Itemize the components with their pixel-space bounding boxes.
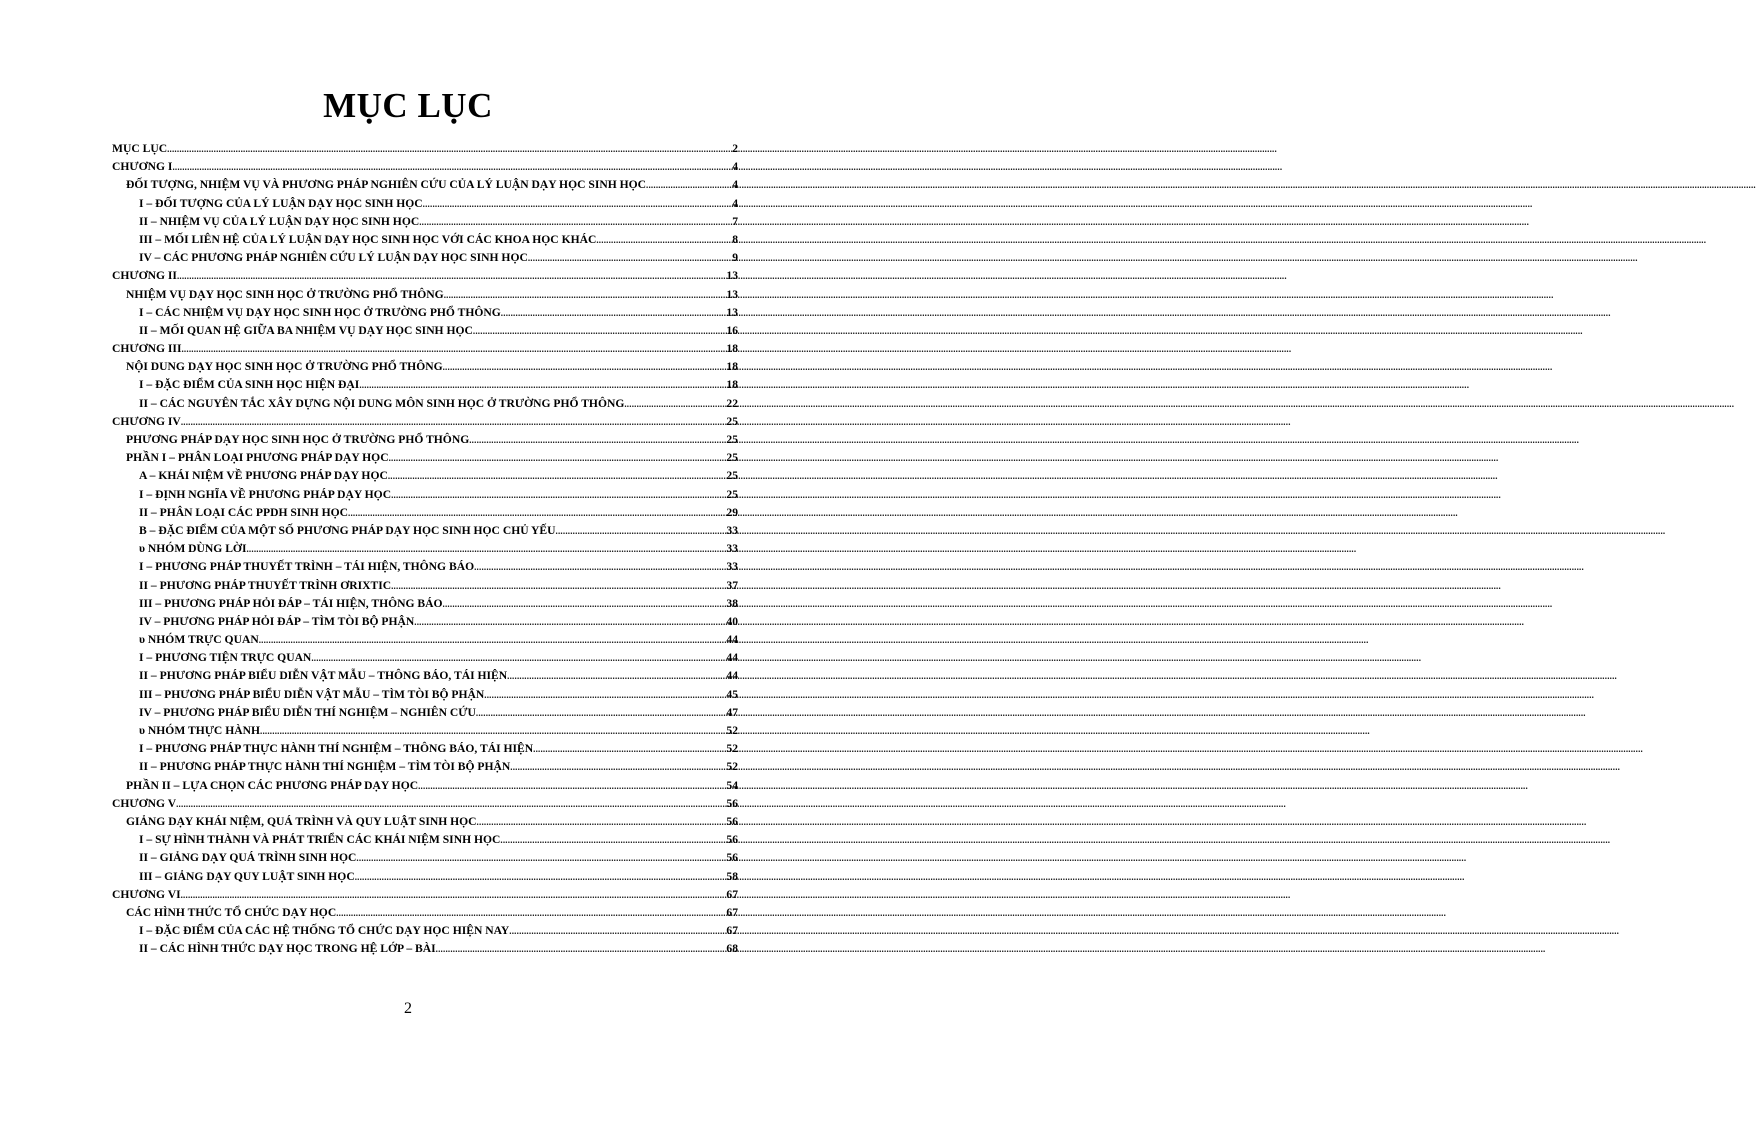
toc-dot-leader <box>510 758 725 776</box>
toc-entry-page: 8 <box>732 232 738 246</box>
toc-entry-title: CHƯƠNG I <box>112 160 173 174</box>
toc-entry-page: 18 <box>726 342 738 356</box>
toc-entry-page: 68 <box>726 942 738 956</box>
toc-entry[interactable] <box>112 286 738 304</box>
toc-entry-title: I – SỰ HÌNH THÀNH VÀ PHÁT TRIỂN CÁC KHÁI NIỆM SINH HỌC <box>139 833 501 847</box>
toc-entry[interactable] <box>112 667 738 685</box>
toc-dot-leader <box>528 249 731 267</box>
toc-entry-page: 4 <box>732 196 738 210</box>
toc-entry[interactable] <box>112 413 738 431</box>
toc-dot-leader <box>469 431 725 449</box>
toc-entry-page: 56 <box>726 833 738 847</box>
toc-entry-title: III – PHƯƠNG PHÁP BIỂU DIỄN VẬT MẪU – TÌM TÒI BỘ PHẬN <box>139 687 485 701</box>
toc-dot-leader <box>509 922 725 940</box>
toc-entry-page: 38 <box>726 596 738 610</box>
toc-dot-leader <box>177 267 725 285</box>
toc-entry[interactable] <box>112 577 738 595</box>
toc-entry-title: PHẦN I – PHÂN LOẠI PHƯƠNG PHÁP DẠY HỌC <box>126 451 389 465</box>
toc-entry[interactable] <box>112 213 738 231</box>
toc-entry-title: NỘI DUNG DẠY HỌC SINH HỌC Ở TRƯỜNG PHỔ THÔNG <box>126 360 443 374</box>
page-title: MỤC LỤC <box>323 86 493 125</box>
toc-entry-title: IV – PHƯƠNG PHÁP BIỂU DIỄN THÍ NGHIỆM – NGHIÊN CỨU <box>139 705 476 719</box>
toc-entry-title: II – PHƯƠNG PHÁP THỰC HÀNH THÍ NGHIỆM – TÌM TÒI BỘ PHẬN <box>139 760 511 774</box>
toc-entry[interactable] <box>112 449 738 467</box>
toc-entry[interactable] <box>112 795 738 813</box>
toc-entry[interactable] <box>112 631 738 649</box>
toc-entry-title: IV – CÁC PHƯƠNG PHÁP NGHIÊN CỨU LÝ LUẬN DẠY HỌC SINH HỌC <box>139 251 528 265</box>
toc-entry-title: PHẦN II – LỰA CHỌN CÁC PHƯƠNG PHÁP DẠY HỌC <box>126 778 419 792</box>
toc-dot-leader <box>414 613 725 631</box>
toc-entry[interactable] <box>112 376 738 394</box>
toc-dot-leader <box>474 558 725 576</box>
toc-dot-leader <box>484 686 725 704</box>
toc-dot-leader <box>443 358 726 376</box>
toc-entry[interactable] <box>112 267 738 285</box>
toc-entry-page: 18 <box>726 378 738 392</box>
toc-entry-page: 67 <box>726 905 738 919</box>
toc-dot-leader <box>444 286 726 304</box>
toc-entry[interactable] <box>112 813 738 831</box>
toc-entry-title: GIẢNG DẠY KHÁI NIỆM, QUÁ TRÌNH VÀ QUY LUẬT SINH HỌC <box>126 814 477 828</box>
toc-entry-page: 44 <box>726 651 738 665</box>
toc-entry[interactable] <box>112 849 738 867</box>
toc-dot-leader <box>556 522 726 540</box>
toc-entry[interactable] <box>112 758 738 776</box>
toc-entry-title: I – PHƯƠNG PHÁP THUYẾT TRÌNH – TÁI HIỆN, THÔNG BÁO <box>139 560 475 574</box>
toc-dot-leader <box>477 813 726 831</box>
toc-entry-title: I – PHƯƠNG TIỆN TRỰC QUAN <box>139 651 312 665</box>
toc-dot-leader <box>355 868 726 886</box>
toc-dot-leader <box>624 395 725 413</box>
toc-entry-title: IV – PHƯƠNG PHÁP HỎI ĐÁP – TÌM TÒI BỘ PHẬN <box>139 614 415 628</box>
toc-entry[interactable] <box>112 249 738 267</box>
toc-entry[interactable] <box>112 467 738 485</box>
toc-dot-leader <box>176 795 725 813</box>
toc-entry-page: 52 <box>726 724 738 737</box>
toc-entry[interactable] <box>112 704 738 722</box>
toc-entry-page: 45 <box>726 687 738 701</box>
toc-dot-leader <box>501 304 726 322</box>
toc-dot-leader <box>473 322 726 340</box>
toc-entry[interactable] <box>112 231 738 249</box>
toc-entry[interactable] <box>112 431 738 449</box>
toc-entry-title: CHƯƠNG VI <box>112 887 181 901</box>
toc-entry-title: I – PHƯƠNG PHÁP THỰC HÀNH THÍ NGHIỆM – THÔNG BÁO, TÁI HIỆN <box>139 742 534 756</box>
toc-entry-page: 52 <box>726 760 738 774</box>
toc-dot-leader <box>356 849 725 867</box>
toc-entry-page: 67 <box>726 924 738 938</box>
toc-entry-title: II – GIẢNG DẠY QUÁ TRÌNH SINH HỌC <box>139 851 357 865</box>
toc-entry-title: MỤC LỤC <box>112 142 168 155</box>
toc-entry[interactable] <box>112 613 738 631</box>
toc-entry-title: I – ĐỐI TƯỢNG CỦA LÝ LUẬN DẠY HỌC SINH HỌC <box>139 196 423 210</box>
toc-entry[interactable] <box>112 540 738 558</box>
toc-entry-page: 25 <box>726 451 738 465</box>
toc-entry-title: I – ĐẶC ĐIỂM CỦA CÁC HỆ THỐNG TỔ CHỨC DẠY HỌC HIỆN NAY <box>139 924 510 938</box>
toc-entry[interactable] <box>112 831 738 849</box>
toc-entry-page: 56 <box>726 814 738 828</box>
toc-entry-title: I – ĐẶC ĐIỂM CỦA SINH HỌC HIỆN ĐẠI <box>139 378 360 392</box>
toc-entry-title: NHIỆM VỤ DẠY HỌC SINH HỌC Ở TRƯỜNG PHỔ THÔNG <box>126 287 444 301</box>
toc-entry[interactable] <box>112 195 738 213</box>
toc-entry-title: III – PHƯƠNG PHÁP HỎI ĐÁP – TÁI HIỆN, THÔNG BÁO <box>139 596 443 610</box>
toc-dot-leader <box>533 740 725 758</box>
toc-entry[interactable] <box>112 722 738 740</box>
toc-dot-leader <box>167 140 731 158</box>
toc-entry-title: υ NHÓM DÙNG LỜI <box>139 542 247 556</box>
toc-entry-title: I – CÁC NHIỆM VỤ DẠY HỌC SINH HỌC Ở TRƯỜNG PHỔ THÔNG <box>139 305 501 319</box>
toc-entry[interactable] <box>112 777 738 795</box>
toc-dot-leader <box>391 486 725 504</box>
toc-entry[interactable] <box>112 140 738 158</box>
toc-entry-page: 7 <box>732 214 738 228</box>
toc-dot-leader <box>391 577 725 595</box>
toc-entry-title: A – KHÁI NIỆM VỀ PHƯƠNG PHÁP DẠY HỌC <box>139 469 388 483</box>
toc-dot-leader <box>359 376 725 394</box>
toc-dot-leader <box>388 467 726 485</box>
toc-entry-page: 44 <box>726 633 738 647</box>
toc-entry[interactable] <box>112 649 738 667</box>
toc-entry-page: 2 <box>732 142 738 155</box>
toc-dot-leader <box>389 449 726 467</box>
toc-entry[interactable] <box>112 322 738 340</box>
toc-entry-page: 67 <box>726 887 738 901</box>
toc-entry[interactable] <box>112 740 738 758</box>
toc-entry-title: II – PHÂN LOẠI CÁC PPDH SINH HỌC <box>139 505 349 519</box>
toc-entry-page: 58 <box>726 869 738 883</box>
toc-dot-leader <box>259 631 726 649</box>
toc-dot-leader <box>181 413 726 431</box>
toc-entry-page: 37 <box>726 578 738 592</box>
toc-dot-leader <box>423 195 732 213</box>
toc-entry[interactable] <box>112 686 738 704</box>
toc-entry-page: 47 <box>726 705 738 719</box>
toc-entry-page: 44 <box>726 669 738 683</box>
toc-dot-leader <box>436 940 726 958</box>
toc-entry-title: II – PHƯƠNG PHÁP THUYẾT TRÌNH ƠRIXTIC <box>139 578 392 592</box>
toc-entry-page: 52 <box>726 742 738 756</box>
toc-entry-title: B – ĐẶC ĐIỂM CỦA MỘT SỐ PHƯƠNG PHÁP DẠY HỌC SINH HỌC CHỦ YẾU <box>139 523 556 537</box>
toc-dot-leader <box>419 213 731 231</box>
toc-entry-title: II – MỐI QUAN HỆ GIỮA BA NHIỆM VỤ DẠY HỌC SINH HỌC <box>139 323 473 337</box>
toc-dot-leader <box>181 340 725 358</box>
toc-entry-page: 22 <box>726 396 738 410</box>
toc-entry[interactable] <box>112 486 738 504</box>
toc-entry-page: 4 <box>732 178 738 192</box>
toc-dot-leader <box>181 886 726 904</box>
toc-entry-page: 4 <box>732 160 738 174</box>
toc-entry[interactable] <box>112 868 738 886</box>
toc-entry[interactable] <box>112 340 738 358</box>
toc-entry[interactable] <box>112 304 738 322</box>
toc-entry-title: υ NHÓM TRỰC QUAN <box>139 633 259 647</box>
toc-entry-title: CÁC HÌNH THỨC TỔ CHỨC DẠY HỌC <box>126 905 337 919</box>
toc-dot-leader <box>348 504 725 522</box>
toc-entry[interactable] <box>112 522 738 540</box>
toc-entry-title: II – PHƯƠNG PHÁP BIỂU DIỄN VẬT MẪU – THÔNG BÁO, TÁI HIỆN <box>139 669 508 683</box>
toc-entry[interactable] <box>112 158 738 176</box>
toc-dot-leader <box>596 231 731 249</box>
toc-dot-leader <box>336 904 725 922</box>
toc-entry-page: 33 <box>726 523 738 537</box>
toc-dot-leader <box>507 667 725 685</box>
table-of-contents <box>112 140 738 958</box>
toc-entry[interactable] <box>112 922 738 940</box>
toc-dot-leader <box>246 540 725 558</box>
toc-entry-title: II – CÁC NGUYÊN TẮC XÂY DỰNG NỘI DUNG MÔN SINH HỌC Ở TRƯỜNG PHỔ THÔNG <box>139 396 625 410</box>
toc-entry-page: 40 <box>726 614 738 628</box>
toc-entry-page: 25 <box>726 469 738 483</box>
toc-entry[interactable] <box>112 358 738 376</box>
toc-dot-leader <box>172 158 731 176</box>
toc-entry-title: III – MỐI LIÊN HỆ CỦA LÝ LUẬN DẠY HỌC SINH HỌC VỚI CÁC KHOA HỌC KHÁC <box>139 232 597 246</box>
toc-entry-page: 33 <box>726 542 738 556</box>
toc-entry-title: CHƯƠNG IV <box>112 414 181 428</box>
toc-entry-title: CHƯƠNG II <box>112 269 177 283</box>
toc-entry[interactable] <box>112 904 738 922</box>
toc-entry-page: 56 <box>726 851 738 865</box>
page-number: 2 <box>404 1000 412 1017</box>
toc-entry-page: 9 <box>732 251 738 265</box>
toc-entry[interactable] <box>112 886 738 904</box>
toc-entry-page: 33 <box>726 560 738 574</box>
toc-entry-page: 29 <box>726 505 738 519</box>
toc-entry[interactable] <box>112 504 738 522</box>
toc-entry-title: II – NHIỆM VỤ CỦA LÝ LUẬN DẠY HỌC SINH HỌC <box>139 214 420 228</box>
toc-entry-title: PHƯƠNG PHÁP DẠY HỌC SINH HỌC Ở TRƯỜNG PHỔ THÔNG <box>126 433 470 446</box>
toc-entry[interactable] <box>112 595 738 613</box>
toc-dot-leader <box>260 722 725 740</box>
toc-entry-page: 13 <box>726 269 738 283</box>
toc-dot-leader <box>476 704 726 722</box>
toc-entry-page: 25 <box>726 414 738 428</box>
toc-entry-title: υ NHÓM THỰC HÀNH <box>139 724 260 737</box>
toc-entry-page: 18 <box>726 360 738 374</box>
toc-entry[interactable] <box>112 558 738 576</box>
toc-dot-leader <box>500 831 725 849</box>
toc-entry[interactable] <box>112 395 738 413</box>
toc-entry-page: 16 <box>726 323 738 337</box>
toc-entry-page: 54 <box>726 778 738 792</box>
toc-entry-page: 25 <box>726 433 738 446</box>
toc-dot-leader <box>646 176 731 194</box>
toc-entry-page: 25 <box>726 487 738 501</box>
toc-entry-page: 13 <box>726 305 738 319</box>
toc-entry[interactable] <box>112 940 738 958</box>
toc-entry-title: II – CÁC HÌNH THỨC DẠY HỌC TRONG HỆ LỚP – BÀI <box>139 942 436 956</box>
toc-entry-page: 13 <box>726 287 738 301</box>
toc-entry-title: CHƯƠNG III <box>112 342 182 356</box>
toc-entry-page: 56 <box>726 796 738 810</box>
toc-dot-leader <box>418 777 725 795</box>
toc-entry[interactable] <box>112 176 738 194</box>
toc-entry-title: CHƯƠNG V <box>112 796 177 810</box>
toc-entry-title: III – GIẢNG DẠY QUY LUẬT SINH HỌC <box>139 869 355 883</box>
toc-entry-title: I – ĐỊNH NGHĨA VỀ PHƯƠNG PHÁP DẠY HỌC <box>139 487 392 501</box>
toc-dot-leader <box>311 649 725 667</box>
toc-entry-title: ĐỐI TƯỢNG, NHIỆM VỤ VÀ PHƯƠNG PHÁP NGHIÊN CỨU CỦA LÝ LUẬN DẠY HỌC SINH HỌC <box>126 178 647 192</box>
toc-dot-leader <box>443 595 726 613</box>
